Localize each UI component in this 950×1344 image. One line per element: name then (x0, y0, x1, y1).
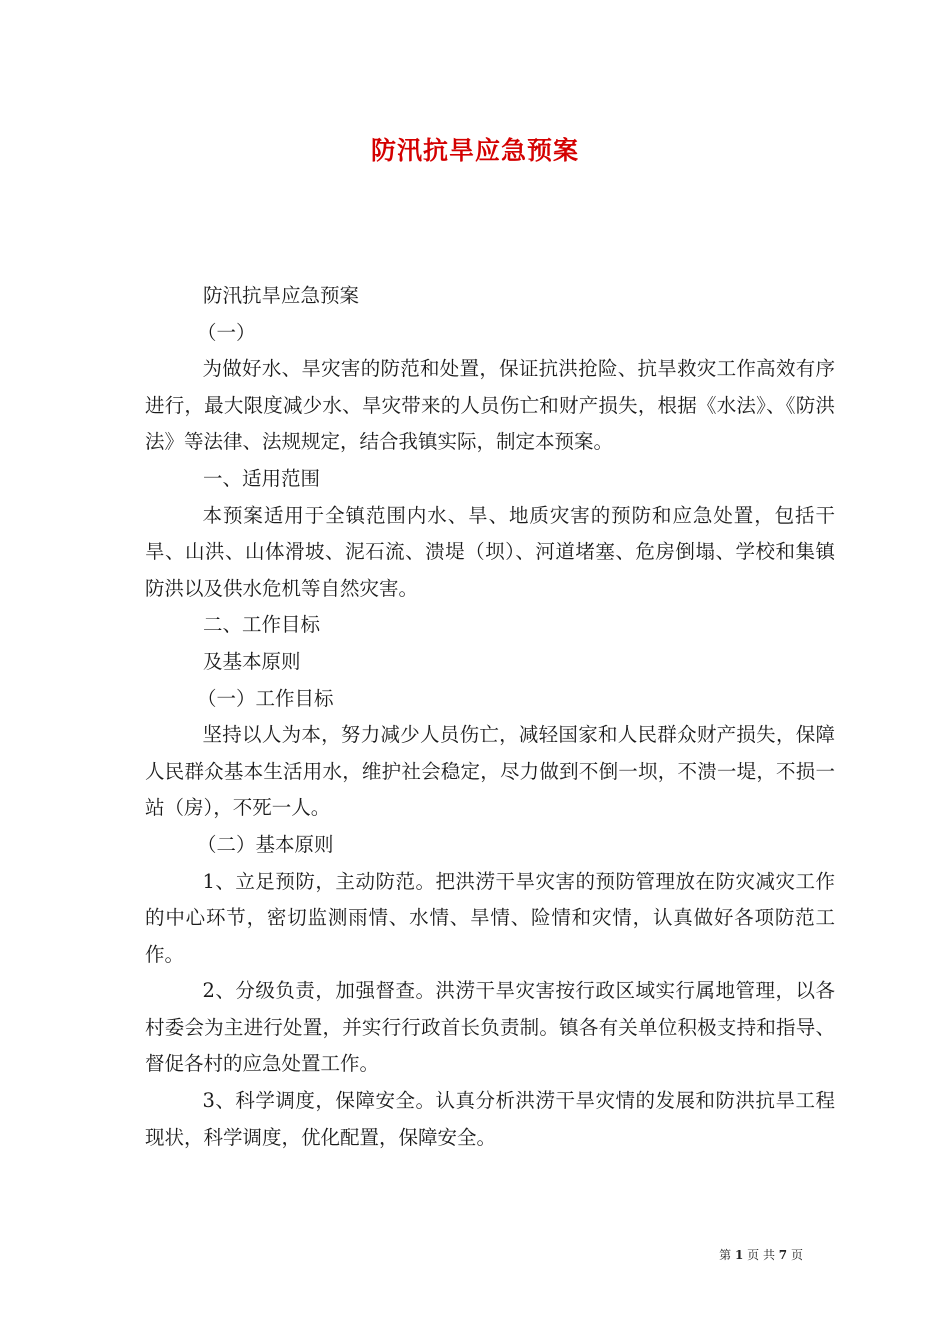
goals-paragraph: 坚持以人为本，努力减少人员伤亡，减轻国家和人民群众财产损失，保障人民群众基本生活用水，维护社会稳定，尽力做到不倒一坝，不溃一堤，不损一站（房），不死一人。 (145, 723, 835, 820)
section-heading-goals: 二、工作目标 (203, 613, 321, 637)
section-heading-scope: 一、适用范围 (203, 466, 321, 490)
subsection-heading-principles: （二）基本原则 (197, 832, 334, 856)
document-body (145, 278, 835, 1156)
footer-suffix: 页 (790, 1248, 803, 1262)
principle-2-paragraph: 2、分级负责，加强督查。洪涝干旱灾害按行政区域实行属地管理，以各村委会为主进行处置，并实行行政首长负责制。镇各有关单位积极支持和指导、督促各村的应急处置工作。 (145, 979, 835, 1076)
section-heading-goals-cont: 及基本原则 (203, 649, 301, 673)
section-number: （一） (197, 320, 256, 344)
footer-middle: 页 共 (747, 1248, 775, 1262)
page-footer (719, 1246, 803, 1263)
footer-prefix: 第 (719, 1248, 732, 1262)
principle-3-paragraph: 3、科学调度，保障安全。认真分析洪涝干旱灾情的发展和防洪抗旱工程现状，科学调度，优化配置，保障安全。 (145, 1089, 835, 1149)
principle-1-paragraph: 1、立足预防，主动防范。把洪涝干旱灾害的预防管理放在防灾减灾工作的中心环节，密切监测雨情、水情、旱情、险情和灾情，认真做好各项防范工作。 (145, 869, 835, 966)
scope-paragraph: 本预案适用于全镇范围内水、旱、地质灾害的预防和应急处置，包括干旱、山洪、山体滑坡、泥石流、溃堤（坝）、河道堵塞、危房倒塌、学校和集镇防洪以及供水危机等自然灾害。 (145, 503, 835, 600)
body-heading: 防汛抗旱应急预案 (203, 284, 360, 307)
footer-current-page: 1 (734, 1248, 744, 1262)
page-title: 防汛抗旱应急预案 (370, 136, 579, 165)
footer-total-pages: 7 (778, 1248, 788, 1262)
intro-paragraph: 为做好水、旱灾害的防范和处置，保证抗洪抢险、抗旱救灾工作高效有序进行，最大限度减少水、旱灾带来的人员伤亡和财产损失，根据《水法》、《防洪法》等法律、法规规定，结合我镇实际，制定本预案。 (145, 357, 835, 454)
subsection-heading-goals: （一）工作目标 (197, 686, 334, 710)
